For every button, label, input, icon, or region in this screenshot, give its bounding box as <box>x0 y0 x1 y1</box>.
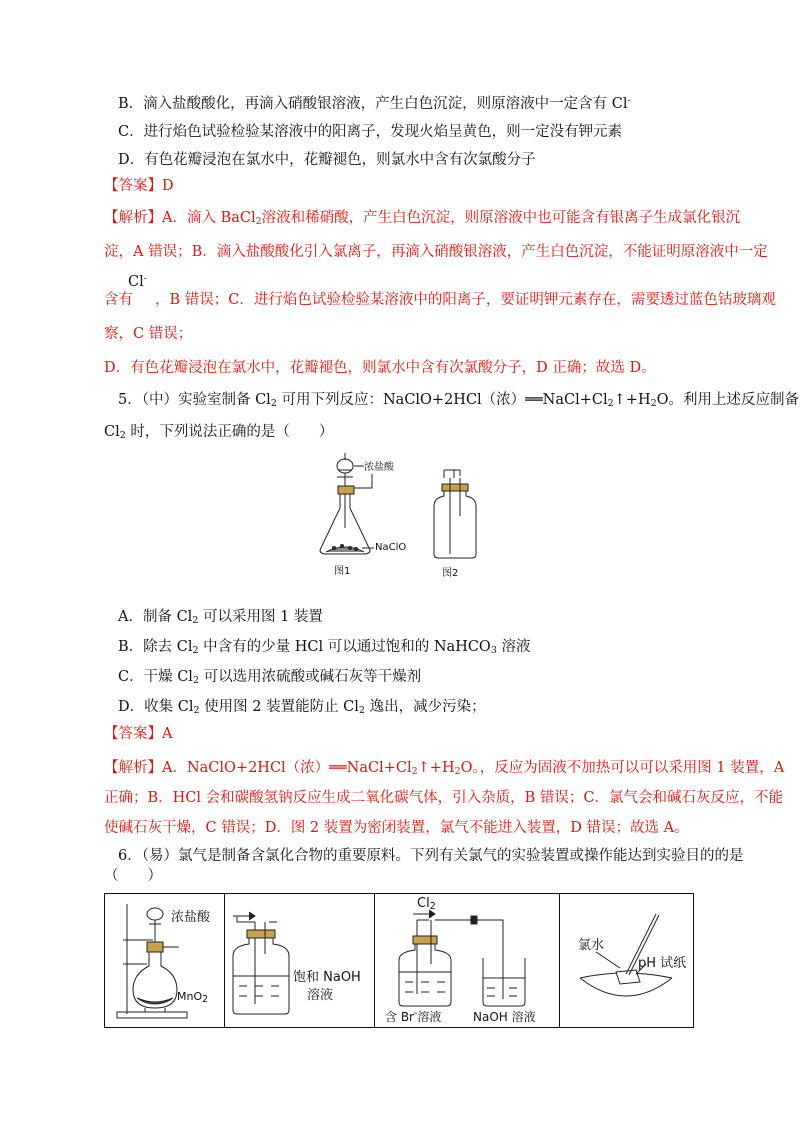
q6-cell-d-ph-test <box>560 894 693 1027</box>
q5-option-c: C．干燥 $Cl_2$ 可以选用浓硫酸或碱石灰等干燥剂 <box>118 669 422 686</box>
figure-1-label-naclo: NaClO <box>375 542 407 553</box>
q4-explanation-line3: 含有 ，B 错误；C．进行焰色试验检验某溶液中的阳离子，要证明钾元素存在，需要透过蓝色钴玻璃观 <box>104 292 776 308</box>
q6-a-label-acid: 浓盐酸 <box>171 910 211 925</box>
figure-1-caption: 图1 <box>334 566 351 577</box>
q6-cell-b-wash-bottle <box>225 894 375 1027</box>
q5-explanation-line3: 使碱石灰干燥，C 错误；D．图 2 装置为密闭装置，氯气不能进入装置，D 错误；故选 A。 <box>104 820 689 836</box>
q6-d-label-ph-paper: pH 试纸 <box>638 956 687 971</box>
q5-explanation-line1: 【解析】A．NaClO+2HCl（浓）$══NaCl+Cl_2↑+H_2O$。，反应为固液不加热可以可以采用图 1 装置，A <box>104 760 785 777</box>
q4-explanation-line4: 察，C 错误； <box>104 326 193 342</box>
q5-stem-line1: 5．（中）实验室制备 $Cl_2$ 可用下列反应：NaClO+2HCl（浓）$══NaCl+Cl_2↑+H_2O$。利用上述反应制备 <box>118 392 800 409</box>
q5-stem-line2: $Cl_2$ 时，下列说法正确的是（ ） <box>104 424 334 441</box>
q5-explanation-line2: 正确；B．HCl 会和碳酸氢钠反应生成二氧化碳气体，引入杂质，B 错误；C．氯气会和碱石灰反应，不能 <box>104 790 783 806</box>
q6-c-label-naoh: NaOH 溶液 <box>473 1010 536 1024</box>
q4-explanation-line2: 淀，A 错误；B．滴入盐酸酸化引入氯离子，再滴入硝酸银溶液，产生白色沉淀，不能证明原溶液中一定 <box>104 244 768 260</box>
q4-answer: 【答案】D <box>104 178 174 194</box>
q4-option-d: D．有色花瓣浸泡在氯水中，花瓣褪色，则氯水中含有次氯酸分子 <box>118 152 536 168</box>
q4-option-c: C．进行焰色试验检验某溶液中的阳离子，发现火焰呈黄色，则一定没有钾元素 <box>118 124 623 140</box>
q6-a-label-mno2: MnO$_2$ <box>177 990 209 1005</box>
q4-explanation-line1: 【解析】A．滴入 BaCl$_2$溶液和稀硝酸，产生白色沉淀，则原溶液中也可能含有银离子生成氯化银沉 <box>104 210 741 227</box>
q6-cell-c-bromide-and-naoh <box>375 894 560 1027</box>
q5-option-b: B．除去 $Cl_2$ 中含有的少量 HCl 可以通过饱和的 NaHCO$_3$ 溶液 <box>118 639 531 656</box>
q6-b-label-line1: 饱和 NaOH <box>293 970 361 985</box>
q6-cell-a-chlorine-generator <box>105 894 225 1027</box>
q4-explanation-line5: D．有色花瓣浸泡在氯水中，花瓣褪色，则氯水中含有次氯酸分子，D 正确；故选 D。 <box>104 360 656 376</box>
figure-2-caption: 图2 <box>442 568 459 579</box>
q6-c-label-cl2: $Cl_2$ <box>417 896 436 912</box>
q5-option-a: A．制备 $Cl_2$ 可以采用图 1 装置 <box>118 609 323 626</box>
q6-stem-line1: 6．（易）氯气是制备含氯化合物的重要原料。下列有关氯气的实验装置或操作能达到实验目的的是 <box>118 848 744 864</box>
q6-d-label-chlorine-water: 氯水 <box>578 938 605 953</box>
q6-stem-line2: （ ） <box>104 868 162 884</box>
figure-1-label-acid: 浓盐酸 <box>364 462 394 473</box>
q6-c-label-bromide: 含 Br-溶液 <box>385 1008 442 1024</box>
q5-option-d: D．收集 $Cl_2$ 使用图 2 装置能防止 $Cl_2$ 逸出，减少污染； <box>118 699 486 716</box>
q6-options-figure-box <box>104 893 694 1028</box>
figure-2-gas-bottle <box>430 466 480 578</box>
q5-answer: 【答案】A <box>104 726 173 742</box>
q4-option-b: B．滴入盐酸酸化，再滴入硝酸银溶液，产生白色沉淀，则原溶液中一定含有 Cl- <box>118 95 631 112</box>
q6-b-label-line2: 溶液 <box>307 988 334 1003</box>
figure-1-flask-apparatus <box>312 448 422 578</box>
q4-chloride-symbol: Cl- <box>128 273 147 290</box>
